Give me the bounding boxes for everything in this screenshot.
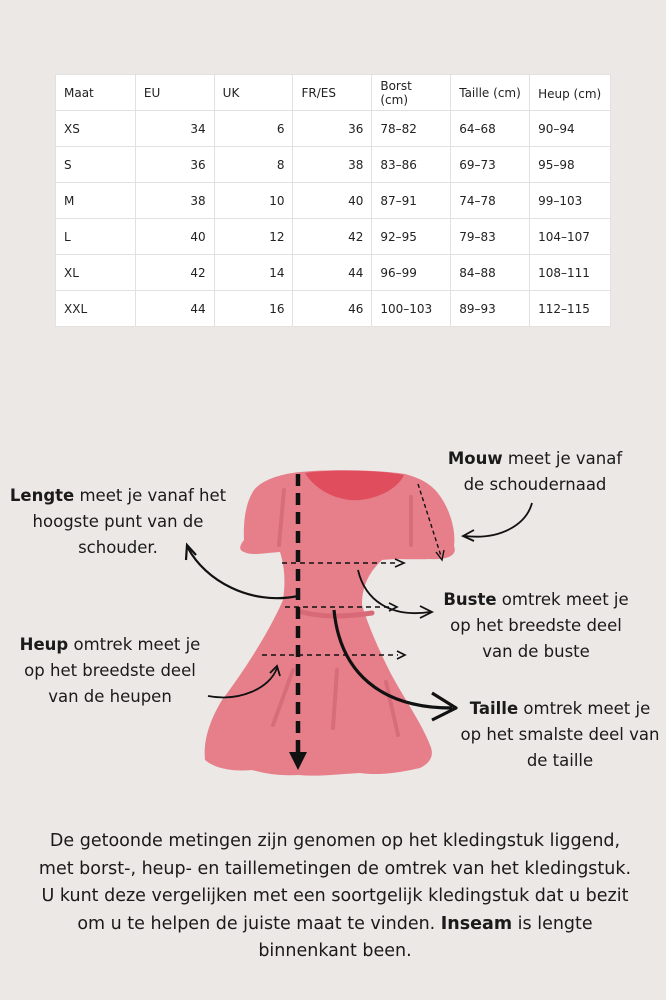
cell-heup: 90–94 <box>530 111 611 147</box>
inseam-definition: is lengte binnenkant been. <box>258 913 593 961</box>
buste-label <box>436 587 636 665</box>
measurement-note <box>30 828 640 966</box>
cell-maat: XL <box>56 255 136 291</box>
buste-label-text: omtrek meet je op het breedste deel van de buste <box>450 590 629 661</box>
taille-label-text: omtrek meet je op het smalste deel van de taille <box>460 699 660 770</box>
cell-fr-es: 46 <box>293 291 372 327</box>
cell-fr-es: 40 <box>293 183 372 219</box>
cell-maat: L <box>56 219 136 255</box>
mouw-label <box>440 446 630 498</box>
cell-borst: 87–91 <box>372 183 451 219</box>
header-uk: UK <box>214 75 293 111</box>
cell-taille: 84–88 <box>451 255 530 291</box>
dress-icon <box>205 470 455 775</box>
mouw-pointer-arrow <box>465 503 532 537</box>
table-row <box>56 111 611 147</box>
cell-heup: 99–103 <box>530 183 611 219</box>
taille-label <box>460 696 660 774</box>
cell-maat: XS <box>56 111 136 147</box>
cell-uk: 6 <box>214 111 293 147</box>
cell-eu: 42 <box>135 255 214 291</box>
cell-heup: 95–98 <box>530 147 611 183</box>
measurement-note-text: De getoonde metingen zijn genomen op het kledingstuk liggend, met borst-, heup- en taillemetingen de omtrek van het kledingstuk. U kunt deze vergelijken met een soortgelijk kledingstuk dat u bezit om u te helpen de juiste maat te vinden. <box>38 831 632 934</box>
cell-fr-es: 36 <box>293 111 372 147</box>
cell-uk: 14 <box>214 255 293 291</box>
cell-fr-es: 42 <box>293 219 372 255</box>
header-borst: Borst (cm) <box>372 75 451 111</box>
header-eu: EU <box>135 75 214 111</box>
cell-uk: 8 <box>214 147 293 183</box>
cell-eu: 36 <box>135 147 214 183</box>
cell-heup: 112–115 <box>530 291 611 327</box>
cell-heup: 108–111 <box>530 255 611 291</box>
heup-label-text: omtrek meet je op het breedste deel van de heupen <box>24 635 201 706</box>
lengte-label-bold: Lengte <box>9 486 75 505</box>
table-row <box>56 255 611 291</box>
cell-eu: 34 <box>135 111 214 147</box>
table-row <box>56 147 611 183</box>
heup-label <box>10 632 210 710</box>
lengte-label-text: meet je vanaf het hoogste punt van de schouder. <box>32 486 227 557</box>
mouw-label-text: meet je vanaf de schoudernaad <box>463 449 623 494</box>
inseam-term: Inseam <box>440 913 513 934</box>
cell-eu: 40 <box>135 219 214 255</box>
cell-uk: 12 <box>214 219 293 255</box>
cell-maat: M <box>56 183 136 219</box>
mouw-label-bold: Mouw <box>447 449 503 468</box>
table-row <box>56 183 611 219</box>
cell-taille: 79–83 <box>451 219 530 255</box>
cell-fr-es: 44 <box>293 255 372 291</box>
cell-uk: 16 <box>214 291 293 327</box>
table-row <box>56 291 611 327</box>
measurement-diagram <box>0 440 666 800</box>
lengte-label <box>0 483 236 561</box>
cell-taille: 74–78 <box>451 183 530 219</box>
header-heup <box>530 75 611 111</box>
cell-taille: 64–68 <box>451 111 530 147</box>
cell-borst: 96–99 <box>372 255 451 291</box>
cell-eu: 38 <box>135 183 214 219</box>
table-row <box>56 219 611 255</box>
header-taille: Taille (cm) <box>451 75 530 111</box>
cell-taille: 89–93 <box>451 291 530 327</box>
cell-borst: 92–95 <box>372 219 451 255</box>
heup-label-bold: Heup <box>19 635 69 654</box>
size-chart-table <box>55 74 611 327</box>
cell-borst: 83–86 <box>372 147 451 183</box>
cell-maat: S <box>56 147 136 183</box>
header-heup-text: Heup (cm) <box>538 87 602 101</box>
cell-maat: XXL <box>56 291 136 327</box>
cell-taille: 69–73 <box>451 147 530 183</box>
header-maat: Maat <box>56 75 136 111</box>
header-fr-es: FR/ES <box>293 75 372 111</box>
cell-fr-es: 38 <box>293 147 372 183</box>
taille-label-bold: Taille <box>469 699 519 718</box>
table-header-row <box>56 75 611 111</box>
cell-heup: 104–107 <box>530 219 611 255</box>
cell-borst: 100–103 <box>372 291 451 327</box>
cell-uk: 10 <box>214 183 293 219</box>
cell-eu: 44 <box>135 291 214 327</box>
cell-borst: 78–82 <box>372 111 451 147</box>
buste-label-bold: Buste <box>443 590 497 609</box>
